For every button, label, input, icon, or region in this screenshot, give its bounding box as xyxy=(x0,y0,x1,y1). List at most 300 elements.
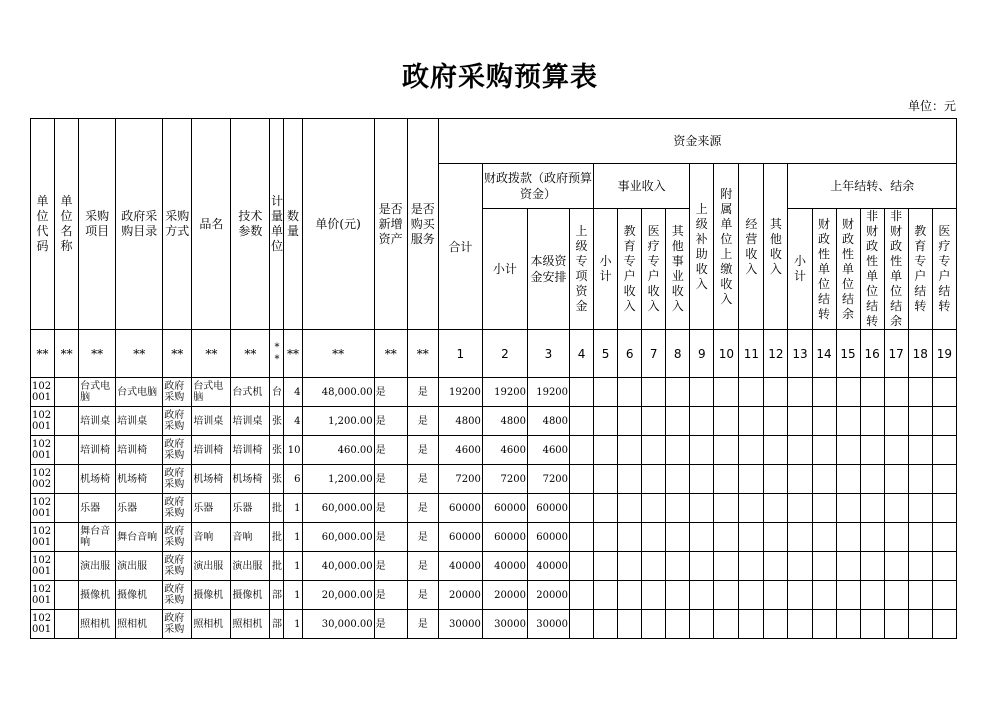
empty-cell xyxy=(594,465,618,494)
empty-cell xyxy=(618,494,642,523)
empty-cell xyxy=(570,378,594,407)
unit-code-cell: 102001 xyxy=(31,610,55,639)
empty-cell xyxy=(570,465,594,494)
hdr-business: 事业收入 xyxy=(594,164,690,209)
empty-cell xyxy=(884,465,908,494)
mark-cell: ** xyxy=(116,330,163,378)
index-cell: 19 xyxy=(932,330,956,378)
empty-cell xyxy=(764,407,788,436)
empty-cell xyxy=(570,523,594,552)
unit-name-cell xyxy=(55,552,79,581)
empty-cell xyxy=(570,581,594,610)
empty-cell xyxy=(618,407,642,436)
empty-cell xyxy=(666,465,690,494)
empty-cell xyxy=(690,494,714,523)
hdr-fiscal-own: 本级资金安排 xyxy=(527,209,569,330)
mark-cell: ** xyxy=(163,330,192,378)
buy-service-cell: 是 xyxy=(407,407,438,436)
empty-cell xyxy=(908,494,932,523)
mark-cell: ** xyxy=(192,330,231,378)
empty-cell xyxy=(714,552,739,581)
fiscal-subtotal-cell: 30000 xyxy=(482,610,527,639)
empty-cell xyxy=(884,523,908,552)
empty-cell xyxy=(666,552,690,581)
purchase-method-cell: 政府采购 xyxy=(163,465,192,494)
empty-cell xyxy=(594,523,618,552)
empty-cell xyxy=(666,523,690,552)
unit-name-cell xyxy=(55,523,79,552)
hdr-superior-subsidy: 上级补助收入 xyxy=(690,164,714,330)
purchase-method-cell: 政府采购 xyxy=(163,552,192,581)
index-cell: 12 xyxy=(764,330,788,378)
spec-cell: 乐器 xyxy=(231,494,270,523)
gov-catalog-cell: 培训椅 xyxy=(116,436,163,465)
empty-cell xyxy=(764,436,788,465)
purchase-method-cell: 政府采购 xyxy=(163,581,192,610)
empty-cell xyxy=(860,378,884,407)
quantity-cell: 6 xyxy=(284,465,302,494)
empty-cell xyxy=(714,610,739,639)
fiscal-own-cell: 20000 xyxy=(527,581,569,610)
fiscal-own-cell: 19200 xyxy=(527,378,569,407)
empty-cell xyxy=(908,407,932,436)
product-name-cell: 台式电脑 xyxy=(192,378,231,407)
mark-cell: ** xyxy=(374,330,407,378)
empty-cell xyxy=(932,552,956,581)
fiscal-own-cell: 40000 xyxy=(527,552,569,581)
hdr-fund-source: 资金来源 xyxy=(438,119,956,164)
fiscal-subtotal-cell: 60000 xyxy=(482,494,527,523)
empty-cell xyxy=(788,523,812,552)
unit-name-cell xyxy=(55,581,79,610)
hdr-total: 合计 xyxy=(438,164,482,330)
empty-cell xyxy=(642,407,666,436)
empty-cell xyxy=(932,465,956,494)
empty-cell xyxy=(714,407,739,436)
measure-unit-cell: 张 xyxy=(270,465,284,494)
gov-catalog-cell: 照相机 xyxy=(116,610,163,639)
empty-cell xyxy=(690,407,714,436)
gov-catalog-cell: 演出服 xyxy=(116,552,163,581)
empty-cell xyxy=(860,494,884,523)
hdr-unit-code: 单位代码 xyxy=(31,119,55,330)
spec-cell: 摄像机 xyxy=(231,581,270,610)
empty-cell xyxy=(884,436,908,465)
unit-code-cell: 102001 xyxy=(31,552,55,581)
hdr-new-asset: 是否新增资产 xyxy=(374,119,407,330)
gov-catalog-cell: 机场椅 xyxy=(116,465,163,494)
unit-code-cell: 102001 xyxy=(31,407,55,436)
empty-cell xyxy=(714,494,739,523)
spec-cell: 音响 xyxy=(231,523,270,552)
empty-cell xyxy=(666,407,690,436)
empty-cell xyxy=(618,610,642,639)
empty-cell xyxy=(690,378,714,407)
fiscal-subtotal-cell: 19200 xyxy=(482,378,527,407)
measure-unit-cell: 张 xyxy=(270,436,284,465)
empty-cell xyxy=(690,610,714,639)
product-name-cell: 演出服 xyxy=(192,552,231,581)
empty-cell xyxy=(594,581,618,610)
table-row xyxy=(31,436,957,465)
empty-cell xyxy=(570,552,594,581)
new-asset-cell: 是 xyxy=(374,407,407,436)
hdr-quantity: 数量 xyxy=(284,119,302,330)
empty-cell xyxy=(908,523,932,552)
total-cell: 60000 xyxy=(438,494,482,523)
unit-code-cell: 102001 xyxy=(31,494,55,523)
empty-cell xyxy=(860,523,884,552)
empty-cell xyxy=(788,407,812,436)
empty-cell xyxy=(739,407,764,436)
index-cell: 2 xyxy=(482,330,527,378)
fiscal-own-cell: 60000 xyxy=(527,494,569,523)
spec-cell: 培训桌 xyxy=(231,407,270,436)
buy-service-cell: 是 xyxy=(407,494,438,523)
new-asset-cell: 是 xyxy=(374,523,407,552)
empty-cell xyxy=(788,378,812,407)
buy-service-cell: 是 xyxy=(407,552,438,581)
empty-cell xyxy=(860,465,884,494)
empty-cell xyxy=(714,523,739,552)
index-cell: 8 xyxy=(666,330,690,378)
unit-name-cell xyxy=(55,465,79,494)
fiscal-own-cell: 60000 xyxy=(527,523,569,552)
total-cell: 40000 xyxy=(438,552,482,581)
product-name-cell: 培训椅 xyxy=(192,436,231,465)
product-name-cell: 音响 xyxy=(192,523,231,552)
unit-price-cell: 30,000.00 xyxy=(302,610,374,639)
empty-cell xyxy=(739,552,764,581)
empty-cell xyxy=(884,494,908,523)
hdr-business-other: 其他事业收入 xyxy=(666,209,690,330)
hdr-unit-name: 单位名称 xyxy=(55,119,79,330)
empty-cell xyxy=(812,465,836,494)
empty-cell xyxy=(932,610,956,639)
empty-cell xyxy=(714,378,739,407)
purchase-method-cell: 政府采购 xyxy=(163,378,192,407)
unit-name-cell xyxy=(55,378,79,407)
purchase-item-cell: 台式电脑 xyxy=(79,378,116,407)
hdr-carry-subtotal: 小计 xyxy=(788,209,812,330)
measure-unit-cell: 部 xyxy=(270,610,284,639)
hdr-affiliated: 附属单位上缴收入 xyxy=(714,164,739,330)
product-name-cell: 培训桌 xyxy=(192,407,231,436)
quantity-cell: 10 xyxy=(284,436,302,465)
empty-cell xyxy=(594,552,618,581)
empty-cell xyxy=(764,465,788,494)
empty-cell xyxy=(908,378,932,407)
fiscal-own-cell: 4600 xyxy=(527,436,569,465)
empty-cell xyxy=(932,407,956,436)
budget-table xyxy=(30,118,957,639)
gov-catalog-cell: 培训桌 xyxy=(116,407,163,436)
empty-cell xyxy=(690,581,714,610)
purchase-item-cell: 培训椅 xyxy=(79,436,116,465)
hdr-item-name: 品名 xyxy=(192,119,231,330)
total-cell: 19200 xyxy=(438,378,482,407)
empty-cell xyxy=(884,610,908,639)
quantity-cell: 1 xyxy=(284,610,302,639)
spec-cell: 演出服 xyxy=(231,552,270,581)
empty-cell xyxy=(618,378,642,407)
empty-cell xyxy=(618,581,642,610)
empty-cell xyxy=(908,552,932,581)
empty-cell xyxy=(788,465,812,494)
empty-cell xyxy=(860,436,884,465)
quantity-cell: 1 xyxy=(284,494,302,523)
hdr-carryover: 上年结转、结余 xyxy=(788,164,957,209)
unit-code-cell: 102002 xyxy=(31,465,55,494)
empty-cell xyxy=(812,581,836,610)
hdr-operating: 经营收入 xyxy=(739,164,764,330)
buy-service-cell: 是 xyxy=(407,436,438,465)
empty-cell xyxy=(764,581,788,610)
unit-code-cell: 102001 xyxy=(31,523,55,552)
hdr-purchase-method: 采购方式 xyxy=(163,119,192,330)
empty-cell xyxy=(594,407,618,436)
empty-cell xyxy=(618,436,642,465)
empty-cell xyxy=(788,436,812,465)
empty-cell xyxy=(836,523,860,552)
measure-unit-cell: 张 xyxy=(270,407,284,436)
quantity-cell: 1 xyxy=(284,552,302,581)
empty-cell xyxy=(812,552,836,581)
purchase-method-cell: 政府采购 xyxy=(163,494,192,523)
empty-cell xyxy=(739,581,764,610)
purchase-method-cell: 政府采购 xyxy=(163,407,192,436)
empty-cell xyxy=(714,465,739,494)
empty-cell xyxy=(764,552,788,581)
hdr-business-edu: 教育专户收入 xyxy=(618,209,642,330)
index-cell: 13 xyxy=(788,330,812,378)
hdr-fiscal-subtotal: 小计 xyxy=(482,209,527,330)
empty-cell xyxy=(812,378,836,407)
empty-cell xyxy=(836,610,860,639)
empty-cell xyxy=(690,523,714,552)
fiscal-subtotal-cell: 4800 xyxy=(482,407,527,436)
spec-cell: 台式机 xyxy=(231,378,270,407)
product-name-cell: 机场椅 xyxy=(192,465,231,494)
empty-cell xyxy=(908,465,932,494)
purchase-item-cell: 舞台音响 xyxy=(79,523,116,552)
hdr-carry-nonfiscal-surplus: 非财政性单位结余 xyxy=(884,209,908,330)
spec-cell: 培训椅 xyxy=(231,436,270,465)
empty-cell xyxy=(836,378,860,407)
empty-cell xyxy=(666,494,690,523)
index-cell: 7 xyxy=(642,330,666,378)
unit-name-cell xyxy=(55,610,79,639)
total-cell: 20000 xyxy=(438,581,482,610)
unit-price-cell: 460.00 xyxy=(302,436,374,465)
empty-cell xyxy=(739,523,764,552)
empty-cell xyxy=(764,494,788,523)
hdr-purchase-item: 采购项目 xyxy=(79,119,116,330)
empty-cell xyxy=(690,436,714,465)
empty-cell xyxy=(908,581,932,610)
hdr-carry-med: 医疗专户结转 xyxy=(932,209,956,330)
purchase-method-cell: 政府采购 xyxy=(163,523,192,552)
hdr-business-med: 医疗专户收入 xyxy=(642,209,666,330)
empty-cell xyxy=(570,436,594,465)
empty-cell xyxy=(642,552,666,581)
empty-cell xyxy=(690,465,714,494)
spec-cell: 机场椅 xyxy=(231,465,270,494)
gov-catalog-cell: 摄像机 xyxy=(116,581,163,610)
buy-service-cell: 是 xyxy=(407,581,438,610)
empty-cell xyxy=(764,378,788,407)
unit-price-cell: 1,200.00 xyxy=(302,407,374,436)
unit-code-cell: 102001 xyxy=(31,436,55,465)
empty-cell xyxy=(714,436,739,465)
table-row xyxy=(31,523,957,552)
empty-cell xyxy=(932,494,956,523)
index-cell: 11 xyxy=(739,330,764,378)
fiscal-subtotal-cell: 60000 xyxy=(482,523,527,552)
empty-cell xyxy=(570,494,594,523)
spec-cell: 照相机 xyxy=(231,610,270,639)
index-cell: 15 xyxy=(836,330,860,378)
empty-cell xyxy=(570,610,594,639)
empty-cell xyxy=(884,407,908,436)
empty-cell xyxy=(739,465,764,494)
empty-cell xyxy=(788,581,812,610)
empty-cell xyxy=(642,378,666,407)
empty-cell xyxy=(860,581,884,610)
empty-cell xyxy=(812,407,836,436)
empty-cell xyxy=(908,610,932,639)
buy-service-cell: 是 xyxy=(407,378,438,407)
empty-cell xyxy=(594,436,618,465)
unit-price-cell: 48,000.00 xyxy=(302,378,374,407)
empty-cell xyxy=(570,407,594,436)
new-asset-cell: 是 xyxy=(374,465,407,494)
empty-cell xyxy=(739,378,764,407)
unit-price-cell: 40,000.00 xyxy=(302,552,374,581)
empty-cell xyxy=(836,407,860,436)
mark-cell: ** xyxy=(284,330,302,378)
table-row xyxy=(31,465,957,494)
empty-cell xyxy=(836,552,860,581)
mark-cell: ** xyxy=(270,330,284,378)
unit-code-cell: 102001 xyxy=(31,378,55,407)
empty-cell xyxy=(594,494,618,523)
hdr-gov-catalog: 政府采购目录 xyxy=(116,119,163,330)
empty-cell xyxy=(932,523,956,552)
unit-code-cell: 102001 xyxy=(31,581,55,610)
mark-cell: ** xyxy=(31,330,55,378)
purchase-item-cell: 乐器 xyxy=(79,494,116,523)
hdr-unit-price: 单价(元) xyxy=(302,119,374,330)
index-cell: 18 xyxy=(908,330,932,378)
mark-cell: ** xyxy=(231,330,270,378)
index-cell: 9 xyxy=(690,330,714,378)
table-row xyxy=(31,552,957,581)
empty-cell xyxy=(884,581,908,610)
quantity-cell: 4 xyxy=(284,407,302,436)
index-cell: 10 xyxy=(714,330,739,378)
unit-label: 单位：元 xyxy=(907,99,956,113)
new-asset-cell: 是 xyxy=(374,494,407,523)
purchase-item-cell: 照相机 xyxy=(79,610,116,639)
empty-cell xyxy=(594,610,618,639)
fiscal-subtotal-cell: 20000 xyxy=(482,581,527,610)
empty-cell xyxy=(642,465,666,494)
fiscal-own-cell: 4800 xyxy=(527,407,569,436)
empty-cell xyxy=(812,436,836,465)
total-cell: 4800 xyxy=(438,407,482,436)
empty-cell xyxy=(642,494,666,523)
empty-cell xyxy=(714,581,739,610)
empty-cell xyxy=(932,581,956,610)
hdr-carry-nonfiscal-transfer: 非财政性单位结转 xyxy=(860,209,884,330)
unit-price-cell: 60,000.00 xyxy=(302,494,374,523)
empty-cell xyxy=(618,523,642,552)
unit-price-cell: 60,000.00 xyxy=(302,523,374,552)
empty-cell xyxy=(836,494,860,523)
measure-unit-cell: 部 xyxy=(270,581,284,610)
measure-unit-cell: 批 xyxy=(270,494,284,523)
empty-cell xyxy=(618,552,642,581)
hdr-business-subtotal: 小计 xyxy=(594,209,618,330)
empty-cell xyxy=(860,552,884,581)
table-row xyxy=(31,378,957,407)
empty-cell xyxy=(618,465,642,494)
index-cell: 14 xyxy=(812,330,836,378)
measure-unit-cell: 批 xyxy=(270,523,284,552)
purchase-item-cell: 演出服 xyxy=(79,552,116,581)
empty-cell xyxy=(764,523,788,552)
purchase-method-cell: 政府采购 xyxy=(163,610,192,639)
empty-cell xyxy=(860,610,884,639)
empty-cell xyxy=(642,581,666,610)
buy-service-cell: 是 xyxy=(407,465,438,494)
buy-service-cell: 是 xyxy=(407,610,438,639)
empty-cell xyxy=(884,552,908,581)
measure-unit-cell: 台 xyxy=(270,378,284,407)
empty-cell xyxy=(594,378,618,407)
quantity-cell: 1 xyxy=(284,523,302,552)
empty-cell xyxy=(642,523,666,552)
hdr-fiscal: 财政拨款（政府预算资金） xyxy=(482,164,593,209)
unit-name-cell xyxy=(55,407,79,436)
unit-name-cell xyxy=(55,436,79,465)
empty-cell xyxy=(788,494,812,523)
mark-cell: ** xyxy=(407,330,438,378)
empty-cell xyxy=(860,407,884,436)
fiscal-own-cell: 30000 xyxy=(527,610,569,639)
empty-cell xyxy=(764,610,788,639)
empty-cell xyxy=(642,436,666,465)
purchase-item-cell: 培训桌 xyxy=(79,407,116,436)
hdr-spec: 技术参数 xyxy=(231,119,270,330)
purchase-item-cell: 机场椅 xyxy=(79,465,116,494)
index-cell: 16 xyxy=(860,330,884,378)
empty-cell xyxy=(884,378,908,407)
empty-cell xyxy=(812,523,836,552)
quantity-cell: 1 xyxy=(284,581,302,610)
fiscal-subtotal-cell: 40000 xyxy=(482,552,527,581)
empty-cell xyxy=(932,436,956,465)
new-asset-cell: 是 xyxy=(374,552,407,581)
empty-cell xyxy=(739,610,764,639)
total-cell: 7200 xyxy=(438,465,482,494)
purchase-method-cell: 政府采购 xyxy=(163,436,192,465)
empty-cell xyxy=(836,436,860,465)
total-cell: 30000 xyxy=(438,610,482,639)
table-row xyxy=(31,494,957,523)
unit-price-cell: 1,200.00 xyxy=(302,465,374,494)
